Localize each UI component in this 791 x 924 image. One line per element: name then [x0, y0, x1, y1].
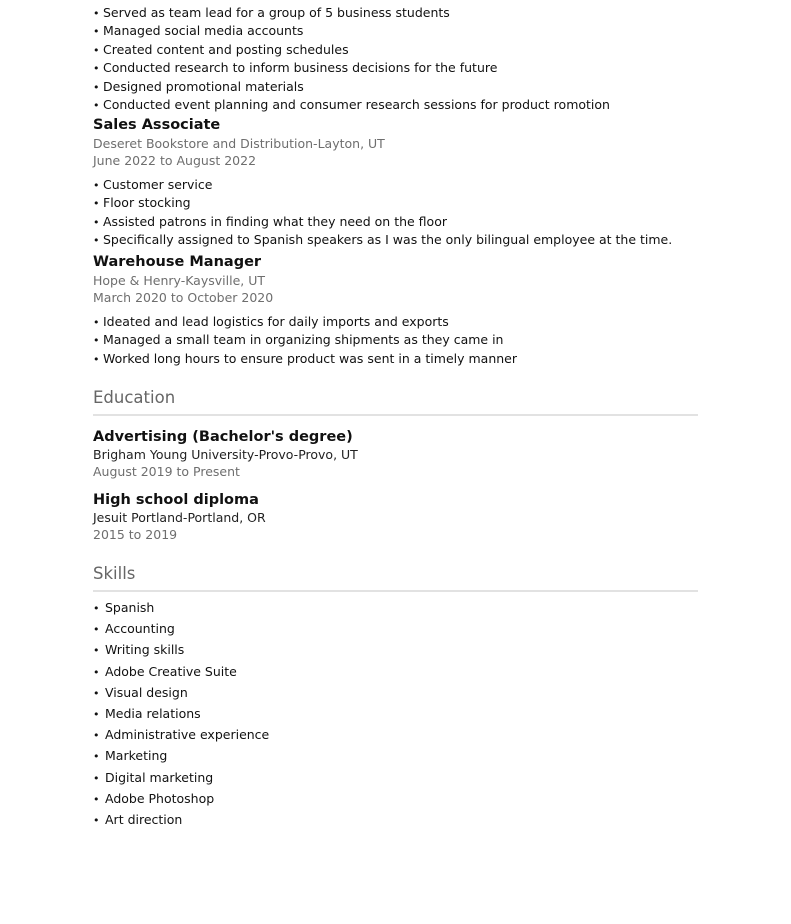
bullet-item: • Floor stocking — [93, 194, 672, 212]
job-dates: March 2020 to October 2020 — [93, 290, 274, 305]
skill-item: • Administrative experience — [93, 725, 698, 746]
bullet-item: • Customer service — [93, 176, 672, 194]
job-dates: June 2022 to August 2022 — [93, 153, 257, 168]
education-entry — [93, 428, 698, 480]
bullet-item: • Conducted event planning and consumer research sessions for product romotion — [93, 96, 610, 114]
bullet-item: • Created content and posting schedules — [93, 41, 610, 59]
bullet-item: • Ideated and lead logistics for daily imports and exports — [93, 313, 517, 331]
skill-item: • Visual design — [93, 683, 698, 704]
bullet-item: • Assisted patrons in finding what they need on the floor — [93, 213, 672, 231]
skill-item: • Digital marketing — [93, 768, 698, 789]
skill-item: • Marketing — [93, 746, 698, 767]
job-title: Warehouse Manager — [93, 254, 262, 270]
education-entry — [93, 491, 698, 543]
section-heading: Education — [93, 388, 698, 416]
job-title: Sales Associate — [93, 117, 221, 133]
bullet-item: • Specifically assigned to Spanish speakers as I was the only bilingual employee at the time. — [93, 231, 672, 249]
degree-title: High school diploma — [93, 492, 259, 508]
job-employer: Deseret Bookstore and Distribution-Layton, UT — [93, 136, 385, 151]
skills-section — [93, 564, 698, 831]
skills-list — [93, 598, 698, 831]
bullet-item: • Worked long hours to ensure product was sent in a timely manner — [93, 350, 517, 368]
job-bullets — [93, 313, 517, 368]
previous-job-bullets — [93, 0, 610, 114]
education-dates: 2015 to 2019 — [93, 527, 178, 542]
bullet-item: • Conducted research to inform business decisions for the future — [93, 59, 610, 77]
job-bullets — [93, 176, 672, 250]
bullet-item: • Managed social media accounts — [93, 22, 610, 40]
job-employer: Hope & Henry-Kaysville, UT — [93, 273, 265, 288]
skill-item: • Writing skills — [93, 640, 698, 661]
skill-item: • Spanish — [93, 598, 698, 619]
skill-item: • Adobe Creative Suite — [93, 662, 698, 683]
bullet-item: • Served as team lead for a group of 5 business students — [93, 4, 610, 22]
skill-item: • Media relations — [93, 704, 698, 725]
job-entry — [93, 116, 672, 250]
school-name: Brigham Young University-Provo-Provo, UT — [93, 447, 358, 462]
degree-title: Advertising (Bachelor's degree) — [93, 429, 353, 445]
skill-item: • Adobe Photoshop — [93, 789, 698, 810]
bullet-item: • Managed a small team in organizing shipments as they came in — [93, 331, 517, 349]
bullet-item: • Designed promotional materials — [93, 78, 610, 96]
education-section — [93, 388, 698, 543]
section-heading: Skills — [93, 564, 698, 592]
school-name: Jesuit Portland-Portland, OR — [93, 510, 266, 525]
skill-item: • Art direction — [93, 810, 698, 831]
job-entry — [93, 253, 517, 368]
skill-item: • Accounting — [93, 619, 698, 640]
education-dates: August 2019 to Present — [93, 464, 240, 479]
